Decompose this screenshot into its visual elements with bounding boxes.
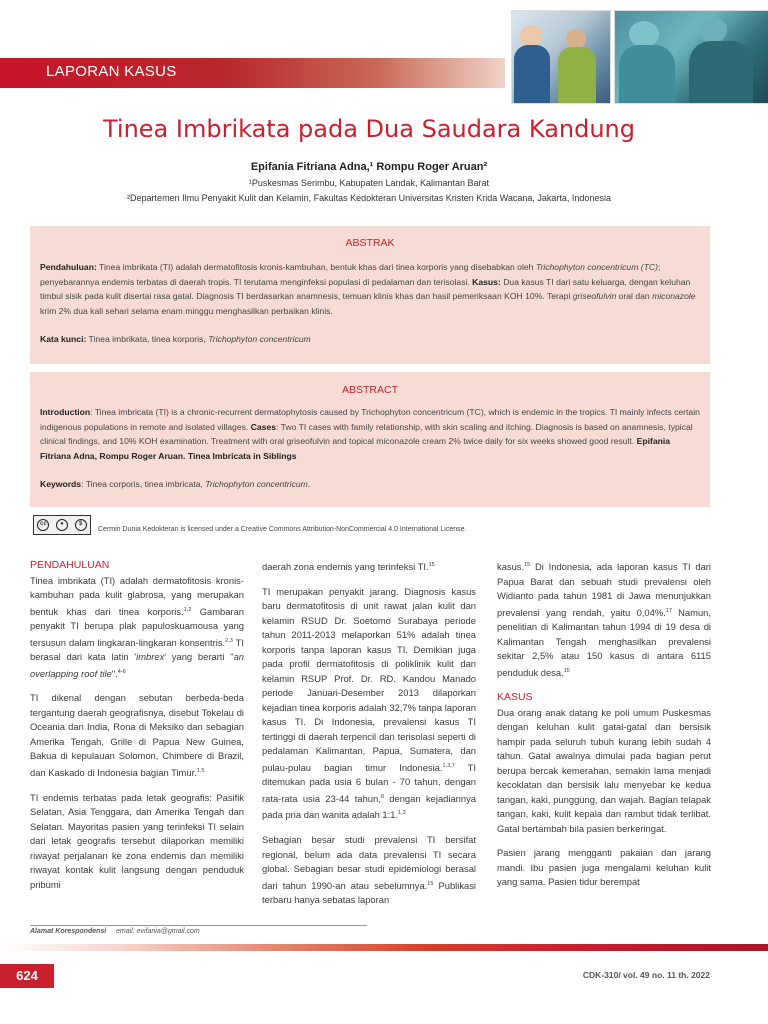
- abstrak-case-text-2: oral dan: [616, 291, 653, 301]
- paragraph: TI endemis terbatas pada letak geografis: Pasifik Selatan, Asia Tenggara, dan Amerika Tengah dan Selatan. Mayoritas pasien yang terinfeksi TI selain dari letak geografis tersebut dilaporkan memiliki riwayat perjalanan ke zona endemis dan memiliki riwayat kontak kulit langsung dengan penduduk pribumi: [30, 791, 244, 890]
- correspondence-divider: [30, 925, 367, 926]
- citation: 15: [563, 667, 570, 674]
- abstract-intro-label: Introduction: [40, 407, 91, 417]
- paragraph: [497, 558, 711, 680]
- abstract-citation: Epifania Fitriana Adna, Rompu Roger Aruan. Tinea Imbricata in Siblings: [40, 436, 671, 461]
- abstrak-case-text-3: krim 2% dua kali sehari selama enam minggu menghasilkan perbaikan klinis.: [40, 305, 333, 316]
- abstract-box: [30, 372, 710, 507]
- citation: 1,3: [398, 810, 406, 817]
- attribution-icon: ●: [56, 519, 68, 531]
- abstrak-keywords-label: Kata kunci:: [40, 334, 87, 344]
- citation: 15: [428, 562, 435, 568]
- paragraph: [30, 691, 244, 780]
- header-photo-surgery: [614, 10, 768, 104]
- abstrak-case-text: Dua kasus TI dari satu keluarga, dengan keluhan timbul sisik pada kulit disertai rasa gatal. Diagnosis TI berdasarkan anamnesis, temuan klinis khas dan hasil pemeriksaan KOH 10%. Terapi: [40, 276, 691, 301]
- correspondence: [30, 928, 200, 935]
- abstrak-case-label: Kasus:: [472, 276, 501, 287]
- citation: 4-6: [117, 668, 126, 675]
- text: dengan kejadiannya pada pria dan wanita adalah 1:1.: [262, 792, 476, 821]
- text: TI berasal dari kata latin ': [30, 636, 244, 663]
- abstract-keywords: [40, 477, 700, 492]
- abstrak-body: [40, 260, 700, 318]
- paragraph: [262, 833, 476, 908]
- abstrak-drug-2: miconazole: [652, 291, 696, 301]
- column-1: [30, 558, 244, 902]
- footer-gradient-bar: [0, 944, 768, 951]
- abstrak-intro-text-2: ; penyebarannya endemis terbatas di daerah tropis. TI terutama menginfeksi populasi di pedalaman dan terisolasi.: [40, 262, 661, 287]
- abstrak-keywords-text: Tinea imbrikata, tinea korporis,: [86, 334, 209, 344]
- citation: 8: [380, 793, 384, 800]
- paragraph: Pasien jarang mengganti pakaian dan jarang mandi. Ibu pasien juga mengalami keluhan kulit yang sama. Pasien tidur berempat: [497, 847, 711, 888]
- email-label: email:: [115, 928, 135, 935]
- affiliation-2: ²Departemen Ilmu Penyakit Kulit dan Kelamin, Fakultas Kedokteran Universitas Kristen Krida Wacana, Jakarta, Indonesia: [127, 193, 611, 203]
- abstract-keywords-label: Keywords: [40, 479, 82, 489]
- text: TI dikenal dengan sebutan berbeda-beda tergantung daerah geografisnya, disebut Tokelau di Oceania dan India, Rona di Meksiko dan sebagian Amerika Tengah, Grille di Papua New Guinea, Bakua di kepulauan Solomon, Chimbere di Brazil, dan Kaskado di Indonesia bagian Timur.: [30, 692, 244, 778]
- authors: Epifania Fitriana Adna,¹ Rompu Roger Aruan²: [250, 161, 488, 173]
- section-label: LAPORAN KASUS: [46, 63, 177, 80]
- citation: 1,3,7: [442, 762, 455, 769]
- correspondence-label: Alamat Korespondensi: [30, 928, 107, 935]
- section-heading-kasus: KASUS: [497, 691, 533, 704]
- abstract-keywords-end: .: [307, 479, 311, 489]
- paragraph: [262, 558, 476, 575]
- abstract-case-label: Cases: [250, 421, 277, 432]
- abstrak-heading: ABSTRAK: [345, 237, 395, 249]
- text-latin: imbrex: [136, 651, 165, 663]
- abstrak-organism: Trichophyton concentricum (TC): [535, 262, 658, 272]
- cc-license-badge[interactable]: [33, 515, 91, 535]
- text: ".: [111, 667, 118, 679]
- article-title: Tinea Imbrikata pada Dua Saudara Kandung: [102, 115, 636, 143]
- citation: 15: [427, 880, 434, 887]
- text: Tinea imbrikata (TI) adalah dermatofitosis kronis-kambuhan pada kulit glabrosa, yang merupakan bentuk khas dari tinea korporis.: [30, 574, 244, 617]
- license-text: Cermin Dunia Kedokteran is licensed under a Creative Commons Attribution-NonCommercial 4.0 International License.: [98, 526, 467, 533]
- abstract-heading: ABSTRACT: [341, 384, 398, 396]
- citation: 2,3: [225, 637, 233, 644]
- affiliation-1: ¹Puskesmas Serimbu, Kabupaten Landak, Kalimantan Barat: [248, 178, 490, 188]
- text: Publikasi terbaru hanya sebatas laporan: [262, 879, 476, 906]
- citation: 17: [665, 607, 672, 614]
- text: daerah zona endemis yang terinfeksi TI.: [262, 561, 429, 573]
- text: kasus.: [497, 561, 525, 573]
- paragraph: Dua orang anak datang ke poli umum Puskesmas dengan keluhan kulit gatal-gatal dan bersisik hampir pada seluruh tubuh kurang lebih sudah 4 tahun. Gatal awalnya dimulai pada bagian perut berupa bercak kemerahan, semakin lama menjadi kecoklatan dan bersisik lalu menyebar ke kedua tangan, kaki, punggung, dan wajah. Bagian telapak tangan, kaki, kulit kepala dan rambut tidak terlibat. Gatal bertambah bila pasien berkeringat.: [497, 706, 711, 834]
- email-link[interactable]: evifania@gmail.com: [136, 928, 200, 935]
- abstrak-intro-text: Tinea imbrikata (TI) adalah dermatofitosis kronis-kambuhan, bentuk khas dari tinea korporis yang disebabkan oleh: [96, 262, 536, 272]
- header-photo-medical-team: [511, 10, 611, 104]
- abstrak-keywords-organism: Trichophyton concentricum: [208, 334, 311, 344]
- paragraph: [262, 585, 476, 823]
- text: Gambaran penyakit TI berupa plak papuloskuamousa yang tersusun dalam lingkaran-lingkaran konsentris.: [30, 605, 244, 648]
- citation: 15: [524, 562, 531, 568]
- cc-icon: cc: [37, 519, 49, 531]
- text: Di Indonesia, ada laporan kasus TI dari Papua Barat dan sebuah studi prevalensi oleh Widianto pada tahun 1981 di Jawa menunjukkan prevalensi yang rendah, yaitu 0,04%.: [497, 561, 711, 618]
- text: Namun, penelitian di Kalimantan tahun 1994 di 19 desa di Kalimantan Tengah menghasilkan prevalensi sekitar 2,5% atau 150 kasus di antara 6115 penduduk desa.: [497, 606, 711, 678]
- column-3: [497, 558, 711, 900]
- abstract-intro-text: : Tinea imbricata (TI) is a chronic-recurrent dermatophytosis caused by Trichophyton concentricum (TC), which is endemic in the tropics. TI mainly infects certain indigenous populations in remote and isolated villages.: [40, 407, 700, 432]
- abstrak-box: [30, 226, 710, 364]
- abstract-body: [40, 405, 700, 463]
- journal-citation: CDK-310/ vol. 49 no. 11 th. 2022: [582, 970, 710, 980]
- paragraph: [30, 574, 244, 682]
- abstrak-intro-label: Pendahuluan:: [40, 262, 97, 272]
- abstract-keywords-text: : Tinea corporis, tinea imbricata,: [81, 479, 206, 489]
- page-number: 624: [0, 964, 54, 988]
- citation: 1,5: [196, 767, 205, 774]
- text: ' yang berarti ": [164, 651, 234, 663]
- section-heading-pendahuluan: PENDAHULUAN: [30, 559, 110, 571]
- citation: 1,2: [183, 606, 192, 613]
- text-phrase: an overlapping roof tile: [30, 651, 244, 679]
- abstract-case-text: : Two TI cases with family relationship, with skin scaling and itching. Diagnosis is based on anamnesis, typical clinical findings, and 10% KOH examination. Treatment with oral griseofulvin and topical miconazole cream 2% twice daily for six weeks showed good result.: [40, 421, 693, 446]
- text: Sebagian besar studi prevalensi TI bersifat regional, belum ada data prevalensi TI secara global. Sebagian besar studi epidemiologi berasal dari tahun 1990-an atau sebelumnya.: [262, 834, 476, 891]
- abstrak-drug-1: griseofulvin: [572, 291, 617, 301]
- abstract-keywords-organism: Trichophyton concentricum: [205, 479, 308, 489]
- abstrak-keywords: [40, 332, 700, 347]
- text: TI ditemukan pada usia 6 bulan - 70 tahun, dengan rata-rata usia 23-44 tahun,: [262, 761, 476, 804]
- column-2: [262, 558, 476, 918]
- text: TI merupakan penyakit jarang. Diagnosis kasus baru dermatofitosis di unit rawat jalan kulit dan kelamin RSUD Dr. Soetomo Surabaya periode tahun 2011-2013 melaporkan 51% adalah tinea korporis tanpa laporan kasus TI. Demikian juga pada profil dermatofitosis di poliklinik kulit dan kelamin RSUP Prof. Dr. RD. Kandou Manado periode Januari-Desember 2013 dilaporkan kejadian tinea korporis adalah 32,7% tanpa laporan kasus TI. Di Indonesia, prevalensi kasus TI tertinggi di daerah terpencil dan terisolasi seperti di pedalaman Kalimantan, Papua, Sumatera, dan pulau-pulau bagian timur Indonesia.: [262, 585, 476, 773]
- noncommercial-icon: $: [75, 519, 87, 531]
